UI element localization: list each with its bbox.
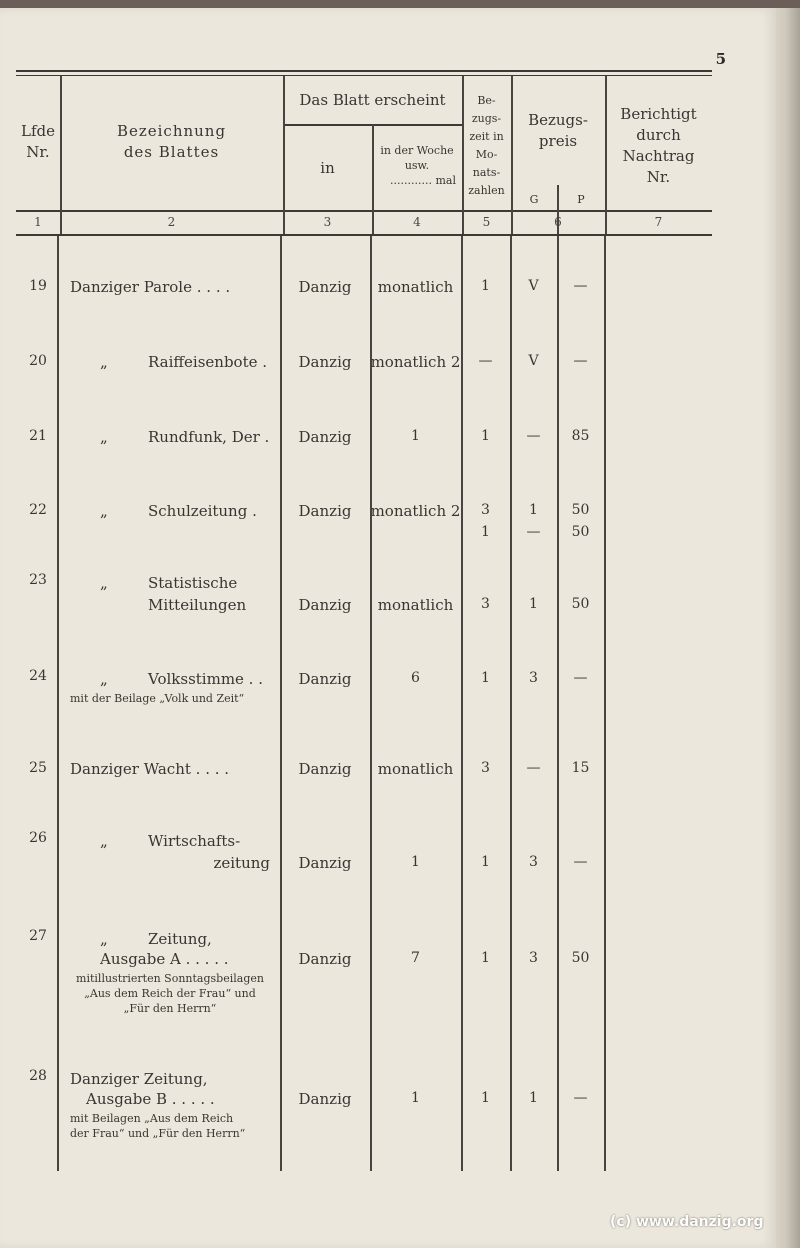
row-26-nr: 26 xyxy=(29,830,47,846)
header-in-der-woche: in der Woche usw. ............ mal xyxy=(380,144,456,187)
row-27-nr: 27 xyxy=(29,928,47,944)
row-23-in: Danzig xyxy=(298,596,352,614)
row-19-nr: 19 xyxy=(29,278,47,294)
row-20-g: V xyxy=(528,353,539,369)
colnum-3: 3 xyxy=(323,215,332,229)
row-21-bezug: 1 xyxy=(481,428,490,444)
row-24-g: 3 xyxy=(529,670,538,686)
colnum-7: 7 xyxy=(654,215,663,229)
header-g: G xyxy=(529,193,539,206)
row-21-in: Danzig xyxy=(298,428,352,446)
row-28-bezug: 1 xyxy=(481,1090,490,1106)
row-24-nr: 24 xyxy=(29,668,47,684)
row-22-name: Schulzeitung . xyxy=(148,502,257,520)
row-25-nr: 25 xyxy=(29,760,47,776)
col-line-5 xyxy=(511,76,513,234)
row-23-name-line-2: Mitteilungen xyxy=(148,596,247,614)
row-24-name: Volksstimme . . xyxy=(148,670,263,688)
row-25-g: — xyxy=(526,760,541,776)
row-28-woche: 1 xyxy=(411,1090,420,1106)
row-24-in: Danzig xyxy=(298,670,352,688)
colnum-6: 6 xyxy=(554,215,562,229)
row-21-name: Rundfunk, Der . xyxy=(148,428,270,446)
colnum-1: 1 xyxy=(34,215,42,229)
watermark: (c) www.danzig.org xyxy=(610,1214,764,1230)
row-26-p: — xyxy=(573,854,588,870)
page-edge xyxy=(776,8,800,1248)
row-23-g: 1 xyxy=(529,596,538,612)
body-line-1 xyxy=(57,236,59,1171)
row-28-name-line-1: Danziger Zeitung, xyxy=(70,1070,208,1088)
row-27-g: 3 xyxy=(529,950,538,966)
body-line-5 xyxy=(510,236,512,1171)
row-23-nr: 23 xyxy=(29,572,47,588)
row-23-p: 50 xyxy=(571,596,590,612)
row-26-name-line-1: Wirtschafts- xyxy=(148,832,241,850)
row-21-p: 85 xyxy=(571,428,590,444)
row-25-name: Danziger Wacht . . . . xyxy=(70,760,230,778)
row-27-bezug: 1 xyxy=(481,950,490,966)
row-24-p: — xyxy=(573,670,588,686)
row-19-bezug: 1 xyxy=(481,278,490,294)
row-26-bezug: 1 xyxy=(481,854,490,870)
row-28-note-line-2: der Frau“ und „Für den Herrn“ xyxy=(70,1127,246,1140)
row-22-in: Danzig xyxy=(298,502,352,520)
row-27-woche: 7 xyxy=(411,950,420,966)
header-lfde-nr: Lfde Nr. xyxy=(21,122,55,161)
row-25-bezug: 3 xyxy=(481,760,490,776)
row-19-p: — xyxy=(573,278,588,294)
row-21-woche: 1 xyxy=(411,428,420,444)
row-22-g: 1 xyxy=(529,502,538,518)
row-26-in: Danzig xyxy=(298,854,352,872)
row-27-name-line-2: Ausgabe A . . . . . xyxy=(100,950,229,968)
row-25-in: Danzig xyxy=(298,760,352,778)
colnum-bottom-rule xyxy=(16,234,712,236)
row-28-note-line-1: mit Beilagen „Aus dem Reich xyxy=(70,1112,234,1125)
row-24-bezug: 1 xyxy=(481,670,490,686)
row-21-prefix: „ xyxy=(100,428,108,446)
row-21-g: — xyxy=(526,428,541,444)
row-24-note: mit der Beilage „Volk und Zeit“ xyxy=(70,692,245,705)
row-20-in: Danzig xyxy=(298,353,352,371)
row-22-bezug-2: 1 xyxy=(481,524,490,540)
row-26-woche: 1 xyxy=(411,854,420,870)
row-27-note-line-2: „Aus dem Reich der Frau“ und xyxy=(84,987,256,1000)
row-23-woche: monatlich xyxy=(377,596,454,614)
header-in: in xyxy=(320,159,335,177)
row-24-woche: 6 xyxy=(411,670,420,686)
row-20-p: — xyxy=(573,353,588,369)
row-27-prefix: „ xyxy=(100,930,108,948)
body-line-4 xyxy=(461,236,463,1171)
row-28-name-line-2: Ausgabe B . . . . . xyxy=(86,1090,215,1108)
header-bezugspreis: Bezugs- preis xyxy=(528,111,588,150)
row-28-g: 1 xyxy=(529,1090,538,1106)
row-25-p: 15 xyxy=(571,760,590,776)
row-22-bezug: 3 xyxy=(481,502,490,518)
row-22-prefix: „ xyxy=(100,502,108,520)
row-28-nr: 28 xyxy=(29,1068,47,1084)
row-19-woche: monatlich xyxy=(377,278,454,296)
body-line-7 xyxy=(604,236,606,1171)
document-page xyxy=(0,8,776,1248)
row-20-name: Raiffeisenbote . xyxy=(148,353,268,371)
row-22-woche: monatlich 2 xyxy=(370,502,461,520)
row-21-nr: 21 xyxy=(29,428,47,444)
row-28-in: Danzig xyxy=(298,1090,352,1108)
row-23-bezug: 3 xyxy=(481,596,490,612)
header-bezeichnung: Bezeichnung des Blattes xyxy=(116,122,227,161)
colnum-5: 5 xyxy=(482,215,491,229)
header-berichtigt: Berichtigt durch Nachtrag Nr. xyxy=(620,105,697,186)
body-line-6 xyxy=(557,236,559,1171)
row-19-name: Danziger Parole . . . . xyxy=(70,278,231,296)
row-26-prefix: „ xyxy=(100,832,108,850)
row-22-g-2: — xyxy=(526,524,541,540)
row-27-note-line-3: „Für den Herrn“ xyxy=(123,1002,217,1015)
body-line-2 xyxy=(280,236,282,1171)
row-20-bezug: — xyxy=(478,353,493,369)
row-25-woche: monatlich xyxy=(377,760,454,778)
row-24-prefix: „ xyxy=(100,670,108,688)
page-number: 5 xyxy=(715,50,726,68)
body-line-3 xyxy=(370,236,372,1171)
row-19-g: V xyxy=(528,278,539,294)
colnum-4: 4 xyxy=(413,215,421,229)
row-27-name-line-1: Zeitung, xyxy=(148,930,212,948)
colnum-2: 2 xyxy=(167,215,176,229)
row-20-woche: monatlich 2 xyxy=(370,353,461,371)
header-group-erscheint: Das Blatt erscheint xyxy=(299,91,446,109)
row-20-prefix: „ xyxy=(100,353,108,371)
row-27-note-line-1: mitillustrierten Sonntagsbeilagen xyxy=(76,972,264,985)
row-26-name-line-2: zeitung xyxy=(213,854,270,872)
row-19-in: Danzig xyxy=(298,278,352,296)
top-rule-thin xyxy=(16,75,712,76)
row-27-p: 50 xyxy=(571,950,590,966)
row-22-p: 50 xyxy=(571,502,590,518)
top-rule xyxy=(16,70,712,72)
row-26-g: 3 xyxy=(529,854,538,870)
row-22-p-2: 50 xyxy=(571,524,590,540)
row-23-name-line-1: Statistische xyxy=(148,574,238,592)
header-p: P xyxy=(577,193,585,206)
row-23-prefix: „ xyxy=(100,574,108,592)
row-28-p: — xyxy=(573,1090,588,1106)
row-20-nr: 20 xyxy=(29,353,47,369)
header-bezugszeit: Be- zugs- zeit in Mo- nats- zahlen xyxy=(468,94,505,197)
row-27-in: Danzig xyxy=(298,950,352,968)
row-22-nr: 22 xyxy=(29,502,47,518)
header-bottom-rule xyxy=(16,210,712,212)
